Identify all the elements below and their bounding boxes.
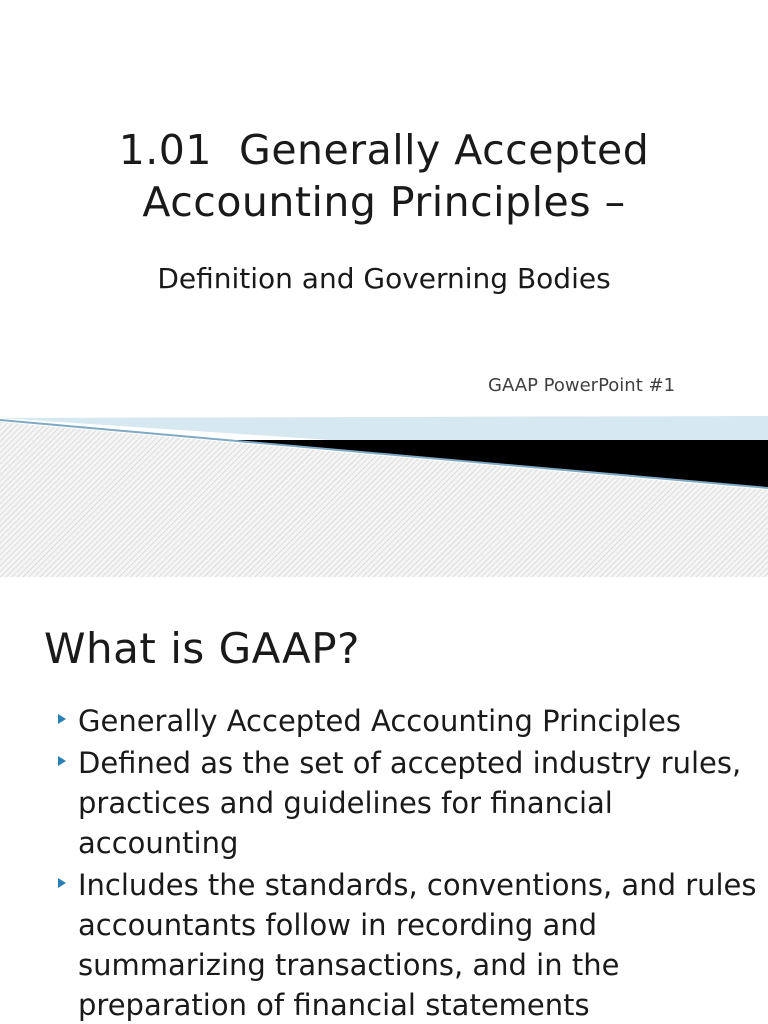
slide-title-line-2: Accounting Principles – [142, 178, 626, 226]
triangle-right-icon [58, 878, 66, 888]
slide-subtitle: Definition and Governing Bodies [157, 262, 611, 295]
slide-title [0, 124, 768, 228]
triangle-right-icon [58, 756, 66, 766]
content-slide [0, 597, 768, 1024]
bullet-text: Generally Accepted Accounting Principles [78, 704, 681, 738]
bullet-text: Defined as the set of accepted industry rules, practices and guidelines for financial accounting [78, 746, 742, 860]
bullet-list [58, 701, 758, 1024]
bullet-item [58, 701, 758, 741]
triangle-right-icon [58, 714, 66, 724]
bullet-item [58, 743, 758, 863]
presentation-label: GAAP PowerPoint #1 [488, 375, 676, 396]
slide-title-line-1: 1.01 Generally Accepted [118, 126, 650, 174]
slide-heading: What is GAAP? [44, 624, 360, 673]
bullet-text: Includes the standards, conventions, and rules accountants follow in recording and summarizing transactions, and in the preparation of financial statements [78, 868, 757, 1022]
bullet-item [58, 865, 758, 1024]
slide-gap [0, 577, 768, 597]
